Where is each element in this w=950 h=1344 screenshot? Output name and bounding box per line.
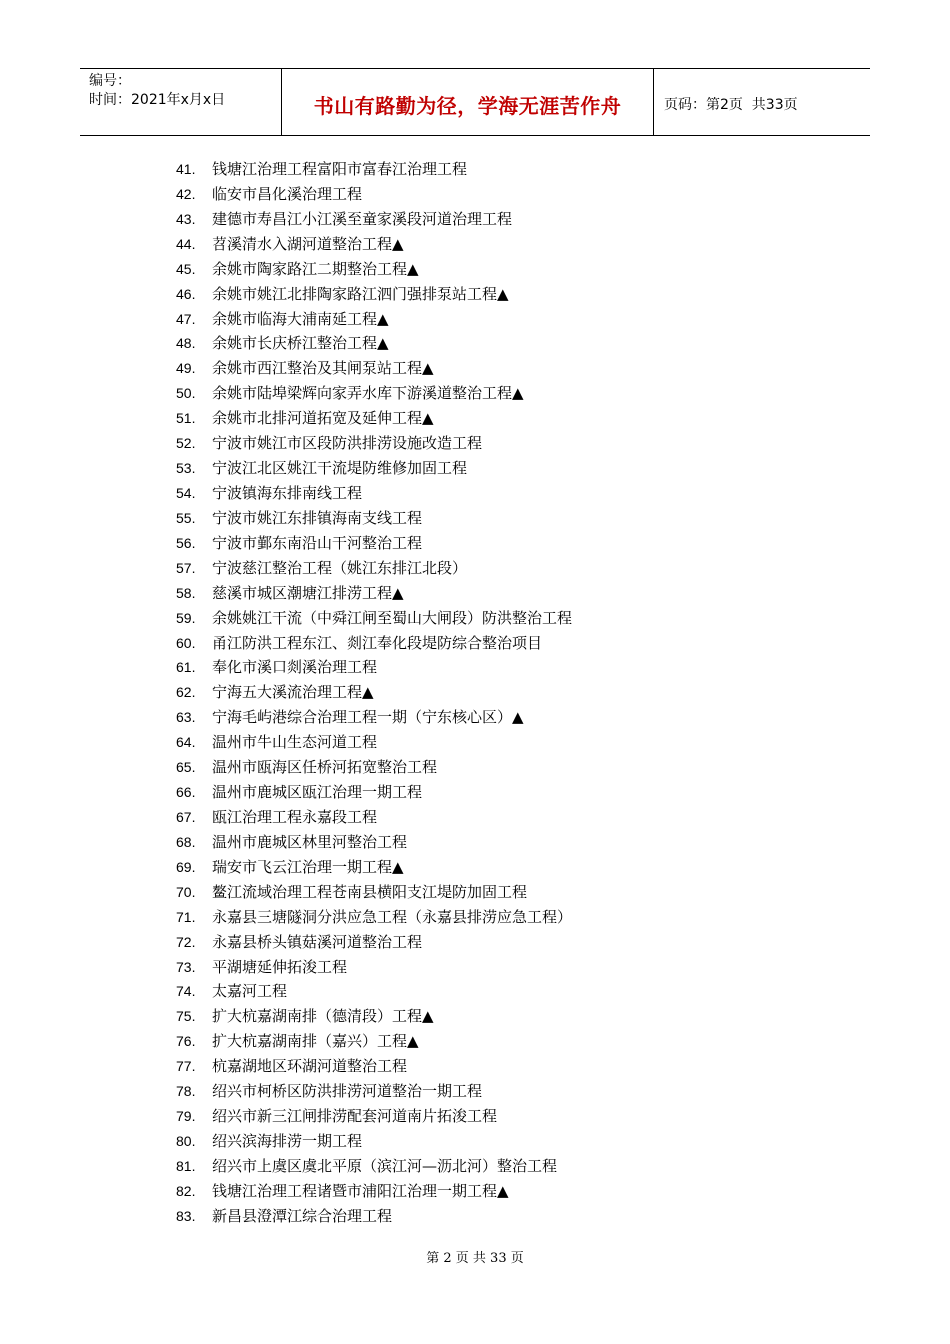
list-item-text: 奉化市溪口剡溪治理工程 (212, 658, 378, 677)
list-item-number: 73. (176, 958, 196, 975)
list-item-text: 宁波市鄞东南沿山干河整治工程 (212, 533, 423, 552)
list-item (176, 1054, 776, 1079)
list-item-number: 48. (176, 335, 196, 352)
list-item-text: 宁海毛屿港综合治理工程一期（宁东核心区）▲ (212, 708, 524, 727)
document-number-label: 编号： (89, 73, 131, 89)
list-item-number: 56. (176, 534, 196, 551)
header-page-cell (654, 69, 870, 135)
header-meta (80, 69, 282, 135)
list-item-text: 扩大杭嘉湖南排（德清段）工程▲ (212, 1007, 434, 1026)
list-item-number: 65. (176, 759, 196, 776)
list-item-number: 45. (176, 260, 196, 277)
list-item (176, 331, 776, 356)
list-item-text: 温州市牛山生态河道工程 (212, 733, 378, 752)
list-item (176, 506, 776, 531)
list-item (176, 855, 776, 880)
list-item-text: 扩大杭嘉湖南排（嘉兴）工程▲ (212, 1032, 419, 1051)
list-item (176, 431, 776, 456)
list-item-text: 建德市寿昌江小江溪至童家溪段河道治理工程 (212, 209, 513, 228)
list-item-number: 80. (176, 1132, 196, 1149)
list-item-number: 81. (176, 1157, 196, 1174)
list-item-text: 临安市昌化溪治理工程 (212, 184, 363, 203)
list-item-number: 82. (176, 1182, 196, 1199)
list-item (176, 880, 776, 905)
list-item-text: 温州市瓯海区任桥河拓宽整治工程 (212, 758, 438, 777)
list-item-number: 74. (176, 983, 196, 1000)
list-item-text: 余姚市北排河道拓宽及延伸工程▲ (212, 409, 434, 428)
page-header (80, 68, 870, 136)
list-item-text: 宁波江北区姚江干流堤防维修加固工程 (212, 459, 468, 478)
list-item (176, 1079, 776, 1104)
list-item-number: 68. (176, 833, 196, 850)
list-item-text: 绍兴市柯桥区防洪排涝河道整治一期工程 (212, 1082, 483, 1101)
list-item-text: 钱塘江治理工程富阳市富春江治理工程 (212, 160, 468, 178)
list-item-text: 鳌江流域治理工程苍南县横阳支江堤防加固工程 (212, 882, 528, 901)
list-item (176, 282, 776, 307)
list-item-number: 76. (176, 1033, 196, 1050)
list-item-number: 46. (176, 285, 196, 302)
list-item-number: 63. (176, 709, 196, 726)
list-item-number: 77. (176, 1058, 196, 1075)
list-item-number: 67. (176, 808, 196, 825)
list-item-number: 78. (176, 1083, 196, 1100)
list-item (176, 481, 776, 506)
list-item (176, 1104, 776, 1129)
list-item (176, 930, 776, 955)
list-item-number: 59. (176, 609, 196, 626)
list-item-number: 55. (176, 509, 196, 526)
list-item (176, 730, 776, 755)
list-item-number: 49. (176, 360, 196, 377)
list-item (176, 456, 776, 481)
list-item-text: 杭嘉湖地区环湖河道整治工程 (212, 1057, 408, 1076)
list-item-text: 宁波慈江整治工程（姚江东排江北段） (212, 558, 468, 577)
list-item-number: 41. (176, 161, 196, 177)
list-item (176, 705, 776, 730)
list-item-text: 太嘉河工程 (212, 982, 288, 1001)
list-item (176, 207, 776, 232)
list-item-number: 61. (176, 659, 196, 676)
list-item-number: 83. (176, 1207, 196, 1224)
list-item-text: 苕溪清水入湖河道整治工程▲ (212, 234, 404, 253)
list-item (176, 1154, 776, 1179)
list-item-text: 宁波市姚江市区段防洪排涝设施改造工程 (212, 434, 483, 453)
list-item (176, 805, 776, 830)
list-item-number: 54. (176, 484, 196, 501)
list-item (176, 1204, 776, 1229)
list-item (176, 830, 776, 855)
list-item-text: 余姚市西江整治及其闸泵站工程▲ (212, 359, 434, 378)
list-item-text: 永嘉县三塘隧洞分洪应急工程（永嘉县排涝应急工程） (212, 907, 573, 926)
list-item-text: 新昌县澄潭江综合治理工程 (212, 1206, 393, 1225)
list-item-text: 瑞安市飞云江治理一期工程▲ (212, 857, 404, 876)
list-item-text: 余姚市姚江北排陶家路江泗门强排泵站工程▲ (212, 284, 509, 303)
list-item (176, 780, 776, 805)
list-item (176, 257, 776, 282)
list-item (176, 307, 776, 332)
list-item (176, 655, 776, 680)
list-item-text: 永嘉县桥头镇菇溪河道整治工程 (212, 932, 423, 951)
list-item (176, 905, 776, 930)
list-item (176, 232, 776, 257)
list-item-text: 绍兴市上虞区虞北平原（滨江河—沥北河）整治工程 (212, 1156, 558, 1175)
list-item (176, 182, 776, 207)
list-item-text: 平湖塘延伸拓浚工程 (212, 957, 348, 976)
list-item-text: 余姚市陆埠梁辉向家弄水库下游溪道整治工程▲ (212, 384, 524, 403)
list-item-number: 75. (176, 1008, 196, 1025)
list-item-number: 70. (176, 883, 196, 900)
list-item (176, 755, 776, 780)
list-item-text: 甬江防洪工程东江、剡江奉化段堤防综合整治项目 (212, 633, 543, 652)
list-item-text: 余姚市长庆桥江整治工程▲ (212, 334, 389, 353)
list-item-number: 72. (176, 933, 196, 950)
list-item-number: 42. (176, 185, 196, 202)
list-item-text: 宁海五大溪流治理工程▲ (212, 683, 374, 702)
list-item-number: 62. (176, 684, 196, 701)
list-item-text: 宁波市姚江东排镇海南支线工程 (212, 508, 423, 527)
list-item-number: 58. (176, 584, 196, 601)
list-item-number: 69. (176, 858, 196, 875)
list-item-number: 43. (176, 210, 196, 227)
list-item (176, 1004, 776, 1029)
list-item-number: 51. (176, 410, 196, 427)
project-list (176, 157, 776, 1229)
list-item-text: 余姚姚江干流（中舜江闸至蜀山大闸段）防洪整治工程 (212, 608, 573, 627)
list-item (176, 356, 776, 381)
header-motto: 书山有路勤为径，学海无涯苦作舟 (313, 93, 622, 118)
list-item-number: 64. (176, 734, 196, 751)
document-time-label: 时间：2021年x月x日 (89, 92, 226, 108)
list-item (176, 955, 776, 980)
list-item (176, 631, 776, 656)
list-item-number: 44. (176, 235, 196, 252)
header-motto-cell (282, 69, 654, 135)
list-item (176, 556, 776, 581)
list-item (176, 157, 776, 182)
header-page-label: 页码：第2页 共33页 (664, 97, 798, 113)
list-item (176, 680, 776, 705)
list-item-text: 绍兴滨海排涝一期工程 (212, 1131, 363, 1150)
list-item-text: 瓯江治理工程永嘉段工程 (212, 807, 378, 826)
list-item (176, 406, 776, 431)
list-item (176, 1179, 776, 1204)
list-item-number: 47. (176, 310, 196, 327)
list-item-number: 52. (176, 435, 196, 452)
list-item (176, 531, 776, 556)
list-item (176, 1129, 776, 1154)
list-item-text: 温州市鹿城区林里河整治工程 (212, 832, 408, 851)
list-item-text: 绍兴市新三江闸排涝配套河道南片拓浚工程 (212, 1107, 498, 1126)
list-item (176, 581, 776, 606)
list-item-number: 57. (176, 559, 196, 576)
list-item (176, 606, 776, 631)
list-item (176, 1029, 776, 1054)
list-item-number: 79. (176, 1108, 196, 1125)
page-footer (0, 1247, 950, 1266)
footer-page-number: 第 2 页 共 33 页 (426, 1251, 524, 1266)
list-item-number: 60. (176, 634, 196, 651)
list-item-number: 71. (176, 908, 196, 925)
list-item-text: 宁波镇海东排南线工程 (212, 483, 363, 502)
list-item (176, 381, 776, 406)
list-item-number: 66. (176, 784, 196, 801)
list-item-text: 余姚市陶家路江二期整治工程▲ (212, 259, 419, 278)
list-item-number: 50. (176, 385, 196, 402)
list-item-text: 余姚市临海大浦南延工程▲ (212, 309, 389, 328)
list-item-text: 慈溪市城区潮塘江排涝工程▲ (212, 583, 404, 602)
list-item-number: 53. (176, 460, 196, 477)
list-item-text: 温州市鹿城区瓯江治理一期工程 (212, 783, 423, 802)
list-item-text: 钱塘江治理工程诸暨市浦阳江治理一期工程▲ (212, 1181, 509, 1200)
list-item (176, 979, 776, 1004)
